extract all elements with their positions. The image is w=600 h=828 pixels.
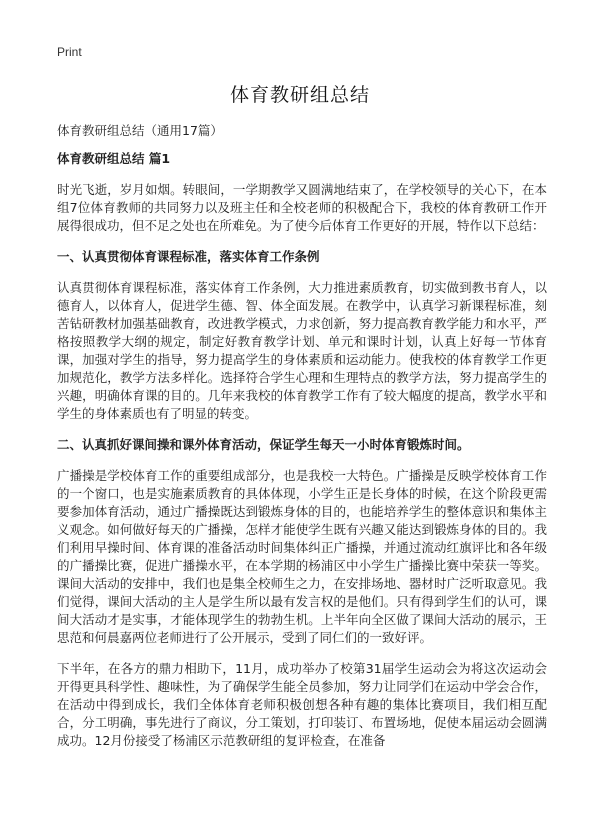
- document-title: 体育教研组总结: [229, 84, 370, 106]
- intro-paragraph: 时光飞逝，岁月如烟。转眼间，一学期教学又圆满地结束了，在学校领导的关心下，在本组7位体育教师的共同努力以及班主任和全校老师的积极配合下，我校的体育教研工作开展得很成功，但不足之处也在所难免。为了使今后体育工作更好的开展，特作以下总结：: [57, 182, 547, 233]
- section-heading-2: 二、认真抓好课间操和课外体育活动，保证学生每天一小时体育锻炼时间。: [57, 437, 470, 452]
- section-2-paragraph-2: 下半年，在各方的鼎力相助下，11月，成功举办了校第31届学生运动会为将这次运动会开得更具科学性、趣味性，为了确保学生能全员参加，努力让同学们在运动中学会合作，在活动中得到成长，我们全体体育老师积极创想各种有趣的集体比赛项目，我们相互配合，分工明确，事先进行了商议，分工策划，打印装订、布置场地，促使本届运动会圆满成功。12月份接受了杨浦区示范教研组的复评检查，在准备: [57, 661, 547, 748]
- section-2-paragraph-1: 广播操是学校体育工作的重要组成部分，也是我校一大特色。广播操是反映学校体育工作的一个窗口，也是实施素质教育的具体体现，小学生正是长身体的时候，在这个阶段更需要参加体育活动，通过广播操既达到锻炼身体的目的，也能培养学生的整体意识和集体主义观念。如何做好每天的广播操，怎样才能使学生既有兴趣又能达到锻炼身体的目的。我们利用早操时间、体育课的准备活动时间集体纠正广播操，并通过流动红旗评比和各年级的广播操比赛，促进广播操水平，在本学期的杨浦区中小学生广播操比赛中荣获一等奖。课间大活动的安排中，我们也是集全校师生之力，在安排场地、器材时广泛听取意见。我们觉得，课间大活动的主人是学生所以最有发言权的是他们。只有得到学生们的认可，课间大活动才是实事，才能体现学生的勃勃生机。上半年向全区做了课间大活动的展示，王思范和何晨嘉两位老师进行了公开展示，受到了同仁们的一致好评。: [57, 468, 547, 645]
- section-heading-1: 一、认真贯彻体育课程标准，落实体育工作条例: [57, 249, 320, 264]
- part-heading: 体育教研组总结 篇1: [57, 151, 171, 166]
- section-1-paragraph-1: 认真贯彻体育课程标准，落实体育工作条例，大力推进素质教育，切实做到教书育人，以德育人，以体育人，促进学生德、智、体全面发展。在教学中，认真学习新课程标准，刻苦钻研教材加强基础教育，改进教学模式，力求创新，努力提高教育教学能力和水平，严格按照教学大纲的规定，制定好教育教学计划、单元和课时计划，认真上好每一节体育课，加强对学生的指导，努力提高学生的身体素质和运动能力。使我校的体育教学工作更加规范化，教学方法多样化。选择符合学生心理和生理特点的教学方法，努力提高学生的兴趣，明确体育课的目的。几年来我校的体育教学工作有了较大幅度的提高，教学水平和学生的身体素质也有了明显的转变。: [57, 280, 547, 421]
- document-subtitle: 体育教研组总结（通用17篇）: [57, 123, 223, 138]
- print-link[interactable]: Print: [57, 45, 82, 59]
- document-body: [57, 150, 547, 763]
